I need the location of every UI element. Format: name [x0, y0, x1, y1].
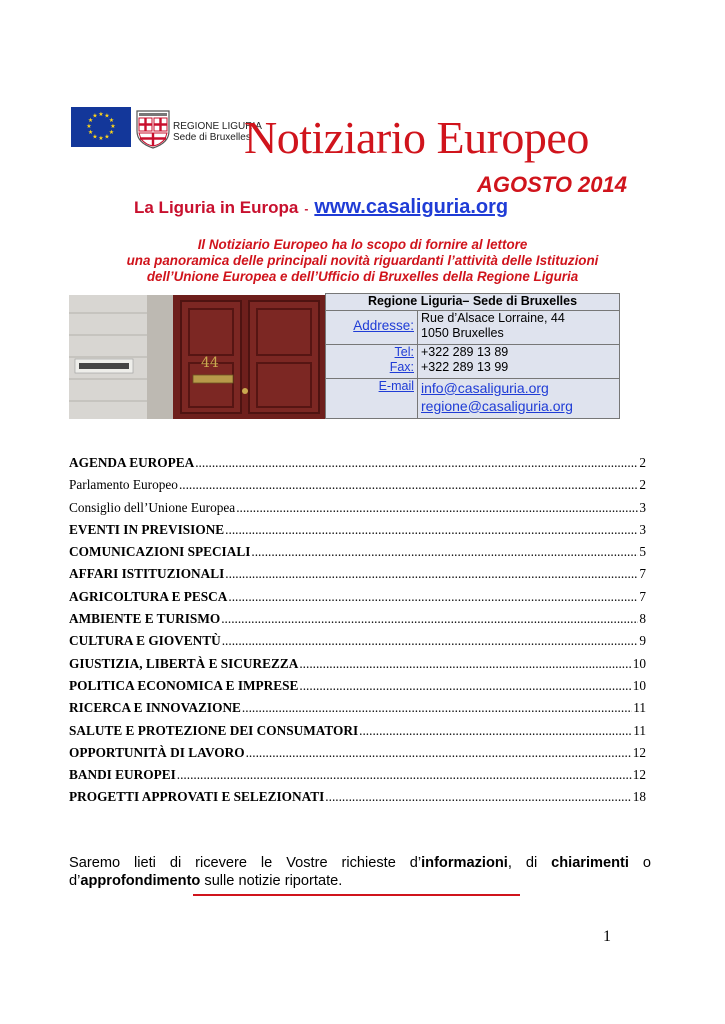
- regione-liguria-logo: [135, 107, 262, 149]
- toc-entry[interactable]: [69, 522, 646, 544]
- address-city: 1050 Bruxelles: [421, 326, 504, 340]
- table-of-contents: [69, 455, 646, 812]
- toc-leader-dots: [325, 789, 631, 805]
- toc-entry[interactable]: [69, 544, 646, 566]
- email-values: [418, 378, 620, 418]
- closing-emphasis-approfondimento: approfondimento: [80, 873, 201, 889]
- svg-text:★: ★: [98, 111, 104, 118]
- toc-entry[interactable]: [69, 678, 646, 700]
- toc-leader-dots: [225, 566, 638, 582]
- toc-entry-title: POLITICA ECONOMICA E IMPRESE: [69, 677, 299, 693]
- toc-leader-dots: [246, 745, 632, 761]
- toc-leader-dots: [251, 544, 638, 560]
- tagline: La Liguria in Europa: [134, 198, 299, 217]
- toc-leader-dots: [225, 522, 638, 538]
- contact-heading: Regione Liguria– Sede di Bruxelles: [326, 294, 620, 311]
- toc-entry[interactable]: [69, 477, 646, 499]
- intro-text: [60, 237, 665, 285]
- newsletter-title: Notiziario Europeo: [244, 112, 589, 163]
- svg-text:★: ★: [98, 135, 104, 142]
- toc-entry-page: 2: [639, 455, 646, 470]
- phone-fax-labels: [326, 344, 418, 378]
- toc-entry-title: GIUSTIZIA, LIBERTÀ E SICUREZZA: [69, 655, 299, 671]
- toc-entry[interactable]: [69, 767, 646, 789]
- toc-entry[interactable]: [69, 611, 646, 633]
- svg-text:★: ★: [104, 112, 110, 120]
- email-regione-link[interactable]: regione@casaliguria.org: [421, 397, 573, 414]
- toc-entry-title: BANDI EUROPEI: [69, 767, 176, 783]
- eu-flag-logo: [71, 107, 131, 147]
- toc-entry-title: OPPORTUNITÀ DI LAVORO: [69, 744, 245, 760]
- address-value: [418, 311, 620, 345]
- toc-entry-title: Parlamento Europeo: [69, 477, 178, 493]
- intro-line-2: una panoramica delle principali novità riguardanti l’attività delle Istituzioni: [126, 253, 599, 268]
- toc-entry[interactable]: [69, 700, 646, 722]
- svg-text:★: ★: [108, 117, 115, 124]
- page-number: 1: [603, 928, 611, 945]
- toc-entry-page: 18: [632, 789, 646, 805]
- toc-entry[interactable]: [69, 789, 646, 811]
- closing-note: Saremo lieti di ricevere le Vostre richieste d’informazioni, di chiarimenti o d’approfondimento sulle notizie riportate.: [69, 855, 651, 889]
- intro-line-3: dell’Unione Europea e dell’Ufficio di Bruxelles della Regione Liguria: [146, 269, 579, 284]
- email-label: E-mail: [378, 378, 414, 393]
- tagline-row: [134, 196, 508, 219]
- toc-entry-title: SALUTE E PROTEZIONE DEI CONSUMATORI: [69, 722, 359, 738]
- logo-text-region: REGIONE LIGURIA: [173, 121, 262, 132]
- toc-entry[interactable]: [69, 566, 646, 588]
- toc-entry[interactable]: [69, 656, 646, 678]
- toc-entry-page: 9: [639, 633, 646, 649]
- office-entrance-photo: [69, 295, 326, 419]
- toc-entry-page: 10: [632, 655, 646, 671]
- fax-value: +322 289 13 99: [421, 359, 509, 374]
- logo-text-office: Sede di Bruxelles: [173, 132, 251, 143]
- tagline-separator: -: [304, 202, 309, 216]
- website-link[interactable]: www.casaliguria.org: [314, 196, 509, 218]
- toc-entry[interactable]: [69, 455, 646, 477]
- toc-leader-dots: [236, 500, 638, 516]
- toc-leader-dots: [222, 633, 639, 649]
- toc-entry-title: AGRICOLTURA E PESCA: [69, 588, 228, 604]
- svg-text:★: ★: [92, 133, 98, 141]
- toc-entry[interactable]: [69, 723, 646, 745]
- toc-entry-title: RICERCA E INNOVAZIONE: [69, 700, 241, 716]
- toc-entry[interactable]: [69, 745, 646, 767]
- liguria-shield-icon: [135, 107, 171, 149]
- toc-entry-page: 12: [632, 767, 646, 783]
- tel-value: +322 289 13 89: [421, 344, 509, 359]
- svg-text:★: ★: [87, 117, 94, 124]
- svg-text:★: ★: [108, 129, 115, 136]
- toc-entry-page: 3: [639, 499, 646, 515]
- toc-entry-title: EVENTI IN PREVISIONE: [69, 521, 225, 537]
- toc-leader-dots: [359, 723, 632, 739]
- contact-info-table: [325, 293, 620, 419]
- svg-text:★: ★: [92, 112, 98, 120]
- svg-text:★: ★: [87, 129, 94, 136]
- eu-stars-icon: [71, 107, 131, 147]
- svg-text:★: ★: [104, 133, 110, 141]
- toc-leader-dots: [177, 767, 632, 783]
- toc-entry-page: 11: [633, 722, 646, 738]
- toc-entry-title: PROGETTI APPROVATI E SELEZIONATI: [69, 789, 325, 805]
- closing-emphasis-chiarimenti: chiarimenti: [551, 855, 629, 871]
- email-label-cell: [326, 378, 418, 418]
- tel-label: Tel:: [394, 344, 414, 359]
- svg-text:★: ★: [110, 123, 116, 130]
- toc-entry[interactable]: [69, 500, 646, 522]
- toc-entry-page: 3: [639, 521, 646, 537]
- closing-emphasis-informazioni: informazioni: [421, 855, 508, 871]
- toc-entry-title: CULTURA E GIOVENTÙ: [69, 633, 221, 649]
- toc-entry-title: Consiglio dell’Unione Europea: [69, 499, 236, 515]
- svg-text:★: ★: [86, 123, 92, 130]
- toc-entry-page: 7: [639, 566, 646, 582]
- toc-entry-page: 8: [639, 611, 646, 627]
- email-info-link[interactable]: info@casaliguria.org: [421, 379, 549, 396]
- toc-leader-dots: [179, 477, 638, 493]
- toc-entry-page: 7: [639, 588, 646, 604]
- fax-label: Fax:: [389, 359, 414, 374]
- red-divider: [193, 894, 520, 896]
- toc-entry-page: 12: [632, 744, 646, 760]
- toc-entry[interactable]: [69, 589, 646, 611]
- toc-leader-dots: [242, 700, 632, 716]
- toc-leader-dots: [221, 611, 638, 627]
- toc-entry-page: 2: [639, 477, 646, 493]
- toc-leader-dots: [228, 589, 638, 605]
- toc-leader-dots: [299, 678, 631, 694]
- phone-fax-values: [418, 344, 620, 378]
- toc-entry-title: AFFARI ISTITUZIONALI: [69, 566, 225, 582]
- toc-entry-title: AMBIENTE E TURISMO: [69, 611, 221, 627]
- toc-entry[interactable]: [69, 633, 646, 655]
- toc-leader-dots: [299, 656, 631, 672]
- intro-line-1: Il Notiziario Europeo ha lo scopo di fornire al lettore: [197, 237, 528, 252]
- door-number: 44: [201, 355, 219, 371]
- issue-month: AGOSTO 2014: [477, 172, 627, 197]
- toc-entry-title: COMUNICAZIONI SPECIALI: [69, 544, 251, 560]
- toc-leader-dots: [195, 455, 638, 471]
- address-street: Rue d’Alsace Lorraine, 44: [421, 311, 565, 325]
- toc-entry-title: AGENDA EUROPEA: [69, 455, 195, 470]
- toc-entry-page: 10: [632, 677, 646, 693]
- address-label: Addresse:: [326, 311, 418, 345]
- toc-entry-page: 5: [639, 544, 646, 560]
- toc-entry-page: 11: [633, 700, 646, 716]
